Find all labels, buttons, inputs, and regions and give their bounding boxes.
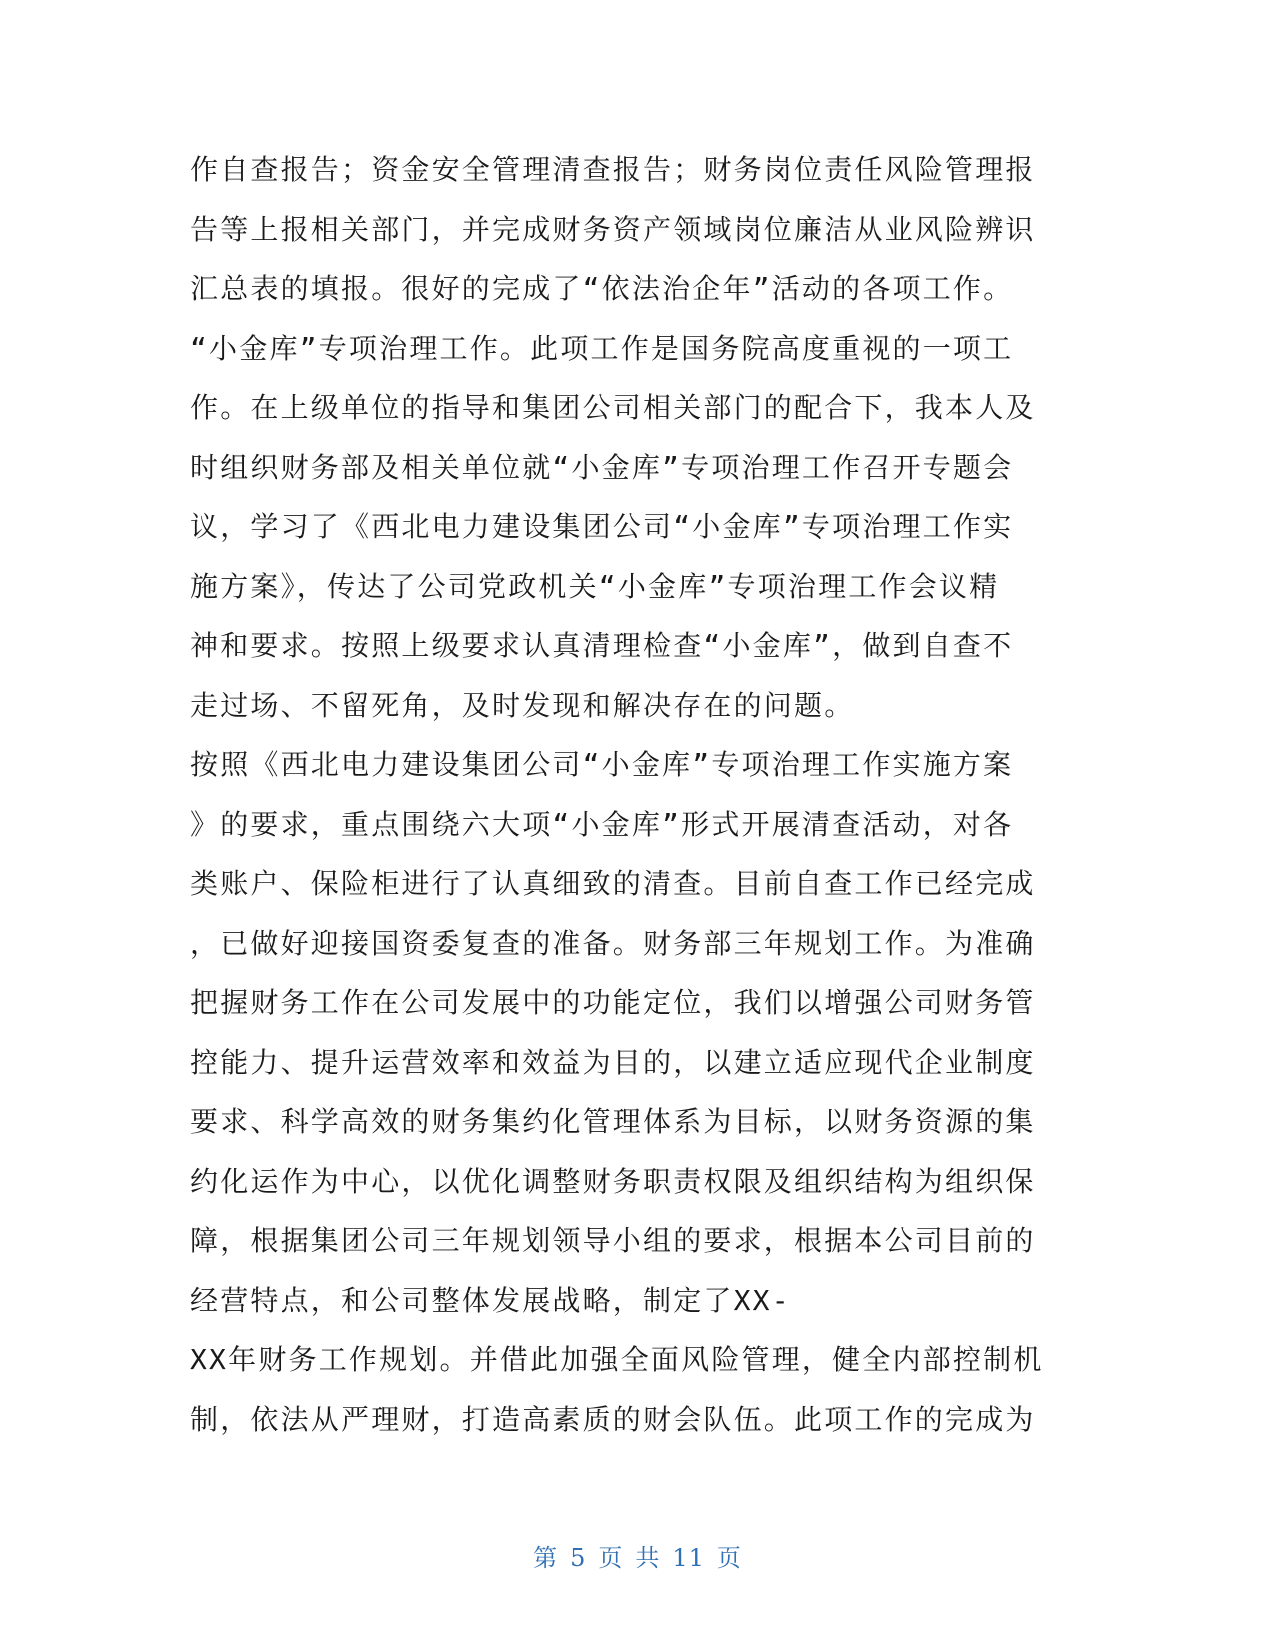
text-line: 控能力、提升运营效率和效益为目的，以建立适应现代企业制度 <box>190 1045 1036 1079</box>
text-line: 要求、科学高效的财务集约化管理体系为目标，以财务资源的集 <box>190 1105 1036 1138</box>
text-line: 时组织财务部及相关单位就“小金库”专项治理工作召开专题会 <box>190 450 1014 484</box>
text-line: 议，学习了《西北电力建设集团公司“小金库”专项治理工作实 <box>190 510 1014 543</box>
text-line: 障，根据集团公司三年规划领导小组的要求，根据本公司目前的 <box>190 1224 1036 1257</box>
text-line: 施方案》，传达了公司党政机关“小金库”专项治理工作会议精 <box>190 569 1000 603</box>
footer-total-pages: 11 <box>672 1544 705 1572</box>
text-line: 作。在上级单位的指导和集团公司相关部门的配合下，我本人及 <box>190 391 1036 424</box>
text-line: 》的要求，重点围绕六大项“小金库”形式开展清查活动，对各 <box>190 807 1014 841</box>
text-line: 约化运作为中心，以优化调整财务职责权限及组织结构为组织保 <box>190 1164 1036 1198</box>
text-line: ，已做好迎接国资委复查的准备。财务部三年规划工作。为准确 <box>190 926 1036 960</box>
footer-total-word: 共 <box>635 1544 661 1572</box>
footer-prefix: 第 <box>533 1544 559 1572</box>
text-line: 神和要求。按照上级要求认真清理检查“小金库”，做到自查不 <box>190 629 1014 662</box>
text-line: 汇总表的填报。很好的完成了“依法治企年”活动的各项工作。 <box>190 272 1014 305</box>
footer-current-page: 5 <box>570 1544 587 1572</box>
text-line: 经营特点，和公司整体发展战略，制定了XX- <box>190 1283 791 1317</box>
footer-page-word: 页 <box>598 1544 624 1572</box>
text-line: “小金库”专项治理工作。此项工作是国务院高度重视的一项工 <box>190 331 1014 365</box>
text-line: XX年财务工作规划。并借此加强全面风险管理，健全内部控制机 <box>190 1343 1044 1376</box>
text-line: 把握财务工作在公司发展中的功能定位，我们以增强公司财务管 <box>190 986 1036 1019</box>
document-body <box>190 140 1070 1449</box>
text-line: 告等上报相关部门，并完成财务资产领域岗位廉洁从业风险辨识 <box>190 212 1036 246</box>
text-line: 作自查报告；资金安全管理清查报告；财务岗位责任风险管理报 <box>190 153 1036 186</box>
page-footer <box>0 1538 1275 1573</box>
text-line: 按照《西北电力建设集团公司“小金库”专项治理工作实施方案 <box>190 748 1014 781</box>
text-line: 类账户、保险柜进行了认真细致的清查。目前自查工作已经完成 <box>190 867 1036 900</box>
footer-suffix: 页 <box>716 1544 742 1572</box>
text-line: 走过场、不留死角，及时发现和解决存在的问题。 <box>190 688 855 722</box>
text-line: 制，依法从严理财，打造高素质的财会队伍。此项工作的完成为 <box>190 1402 1036 1436</box>
